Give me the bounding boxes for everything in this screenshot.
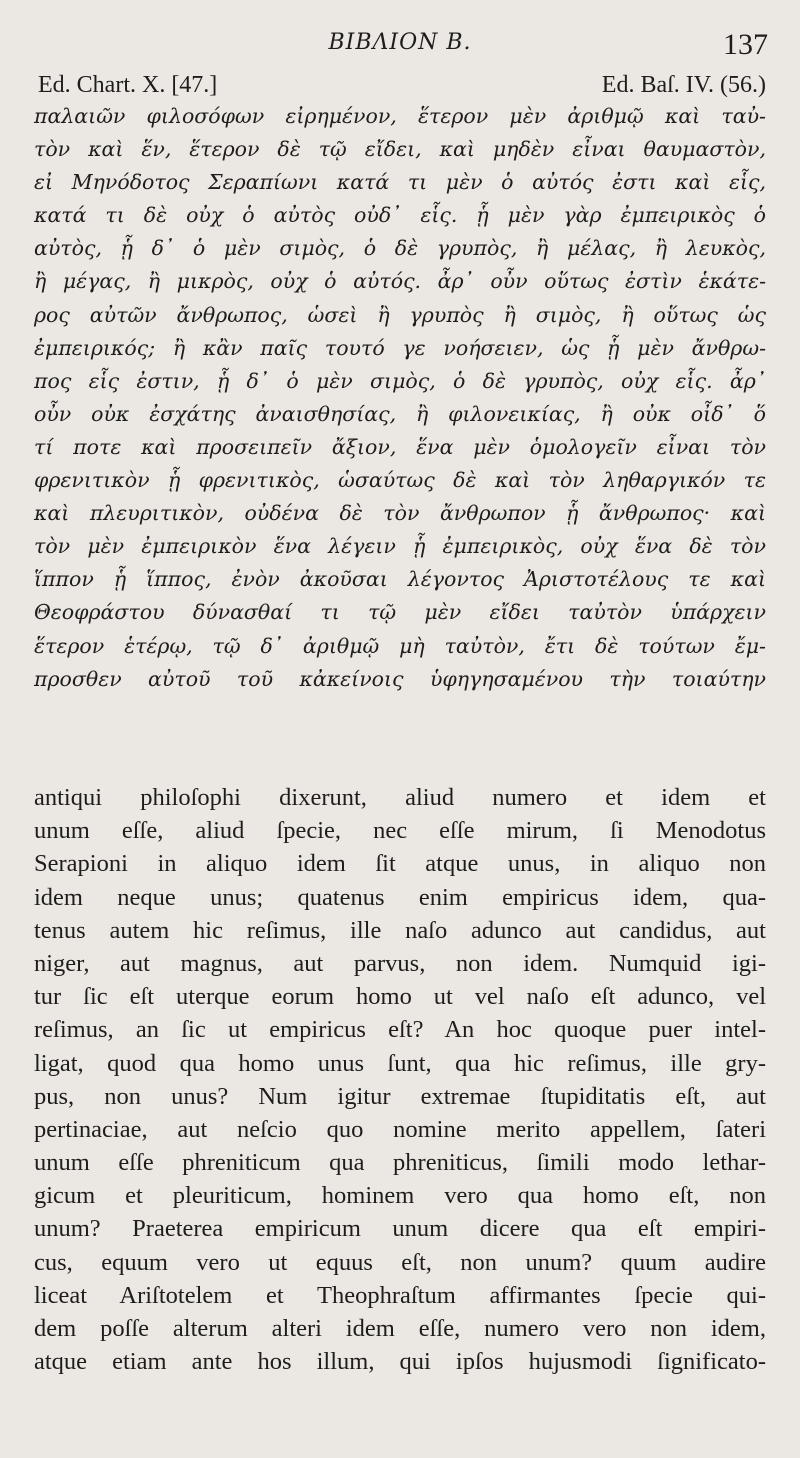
latin-line: dem poſſe alterum alteri idem eſſe, numero vero non idem, [34, 1315, 766, 1342]
greek-line: ἢ μέγας, ἢ μικρὸς, οὐχ ὁ αὐτός. ἆρ᾽ οὖν οὕτως ἐστὶν ἑκάτε- [34, 269, 766, 294]
greek-line: φρενιτικὸν ᾗ φρενιτικὸς, ὡσαύτως δὲ καὶ τὸν ληθαργικόν τε [34, 468, 766, 493]
greek-line: αὐτὸς, ᾗ δ᾽ ὁ μὲν σιμὸς, ὁ δὲ γρυπὸς, ἢ μέλας, ἢ λευκὸς, [34, 236, 766, 261]
edition-reference-chartier: Ed. Chart. X. [47.] [38, 72, 218, 98]
latin-line: niger, aut magnus, aut parvus, non idem. Numquid igi- [34, 949, 766, 977]
latin-line: ligat, quod qua homo unus ſunt, qua hic reſimus, ille gry- [34, 1049, 766, 1077]
latin-line: atque etiam ante hos illum, qui ipſos hujusmodi ſignificato- [34, 1348, 766, 1376]
latin-line: reſimus, an ſic ut empiricus eſt? An hoc quoque puer intel- [34, 1016, 766, 1044]
latin-line: unum? Praeterea empiricum unum dicere qua eſt empiri- [34, 1215, 766, 1243]
greek-text-block [34, 100, 766, 696]
running-title: ΒΙΒΛΙΟΝ Β. [328, 30, 472, 55]
greek-line: παλαιῶν φιλοσόφων εἰρημένον, ἕτερον μὲν ἀριθμῷ καὶ ταὐ- [34, 104, 766, 128]
latin-line: Serapioni in aliquo idem ſit atque unus, in aliquo non [34, 850, 766, 878]
greek-line: ἵππον ᾗ ἵππος, ἐνὸν ἀκοῦσαι λέγοντος Ἀριστοτέλους τε καὶ [34, 567, 766, 592]
greek-line: οὖν οὐκ ἐσχάτης ἀναισθησίας, ἢ φιλονεικίας, ἢ οὐκ οἶδ᾽ ὅ [34, 401, 766, 426]
latin-line: cus, equum vero ut equus eſt, non unum? quum audire [34, 1248, 766, 1276]
latin-line: gicum et pleuriticum, hominem vero qua homo eſt, non [34, 1182, 766, 1210]
page-number: 137 [723, 28, 768, 61]
latin-line: tenus autem hic reſimus, ille naſo adunco aut candidus, aut [34, 916, 766, 944]
greek-line: ἕτερον ἑτέρῳ, τῷ δ᾽ ἀριθμῷ μὴ ταὐτὸν, ἔτι δὲ τούτων ἔμ- [34, 633, 766, 658]
latin-line: liceat Ariſtotelem et Theophraſtum affirmantes ſpecie qui- [34, 1281, 766, 1309]
latin-line: pus, non unus? Num igitur extremae ſtupiditatis eſt, aut [34, 1082, 766, 1110]
latin-line: idem neque unus; quatenus enim empiricus idem, qua- [34, 883, 766, 911]
greek-line: εἰ Μηνόδοτος Σεραπίωνι κατά τι μὲν ὁ αὐτός ἐστι καὶ εἷς, [34, 170, 766, 195]
latin-line: pertinaciae, aut neſcio quo nomine merito appellem, ſateri [34, 1115, 766, 1143]
latin-line: antiqui philoſophi dixerunt, aliud numero et idem et [34, 784, 766, 811]
edition-reference-basel: Ed. Baſ. IV. (56.) [601, 72, 766, 98]
greek-line: τὸν μὲν ἐμπειρικὸν ἕνα λέγειν ᾗ ἐμπειρικὸς, οὐχ ἕνα δὲ τὸν [34, 534, 766, 559]
greek-line: ρος αὐτῶν ἄνθρωπος, ὡσεὶ ἢ γρυπὸς ἢ σιμὸς, ἢ οὕτως ὡς [34, 302, 766, 327]
greek-line: πος εἷς ἐστιν, ᾗ δ᾽ ὁ μὲν σιμὸς, ὁ δὲ γρυπὸς, οὐχ εἷς. ἆρ᾽ [34, 368, 766, 393]
latin-line: tur ſic eſt uterque eorum homo ut vel naſo eſt adunco, vel [34, 983, 766, 1011]
latin-line: unum eſſe, aliud ſpecie, nec eſſe mirum, ſi Menodotus [34, 817, 766, 845]
greek-line: Θεοφράστου δύνασθαί τι τῷ μὲν εἴδει ταὐτὸν ὑπάρχειν [34, 600, 766, 625]
greek-line: καὶ πλευριτικὸν, οὐδένα δὲ τὸν ἄνθρωπον ᾗ ἄνθρωπος· καὶ [34, 501, 766, 526]
latin-line: unum eſſe phreniticum qua phreniticus, ſimili modo lethar- [34, 1149, 766, 1177]
greek-line: τί ποτε καὶ προσειπεῖν ἄξιον, ἕνα μὲν ὁμολογεῖν εἶναι τὸν [34, 434, 766, 459]
greek-line: τὸν καὶ ἕν, ἕτερον δὲ τῷ εἴδει, καὶ μηδὲν εἶναι θαυμαστὸν, [34, 137, 766, 162]
greek-line: ἐμπειρικός; ἢ κἂν παῖς τουτό γε νοήσειεν, ὡς ᾗ μὲν ἄνθρω- [34, 335, 766, 360]
greek-line: προσθεν αὐτοῦ τοῦ κἀκείνοις ὑφηγησαμένου τὴν τοιαύτην [34, 666, 766, 691]
greek-line: κατά τι δὲ οὐχ ὁ αὐτὸς οὐδ᾽ εἷς. ᾗ μὲν γὰρ ἐμπειρικὸς ὁ [34, 203, 766, 228]
latin-text-block [34, 781, 766, 1378]
